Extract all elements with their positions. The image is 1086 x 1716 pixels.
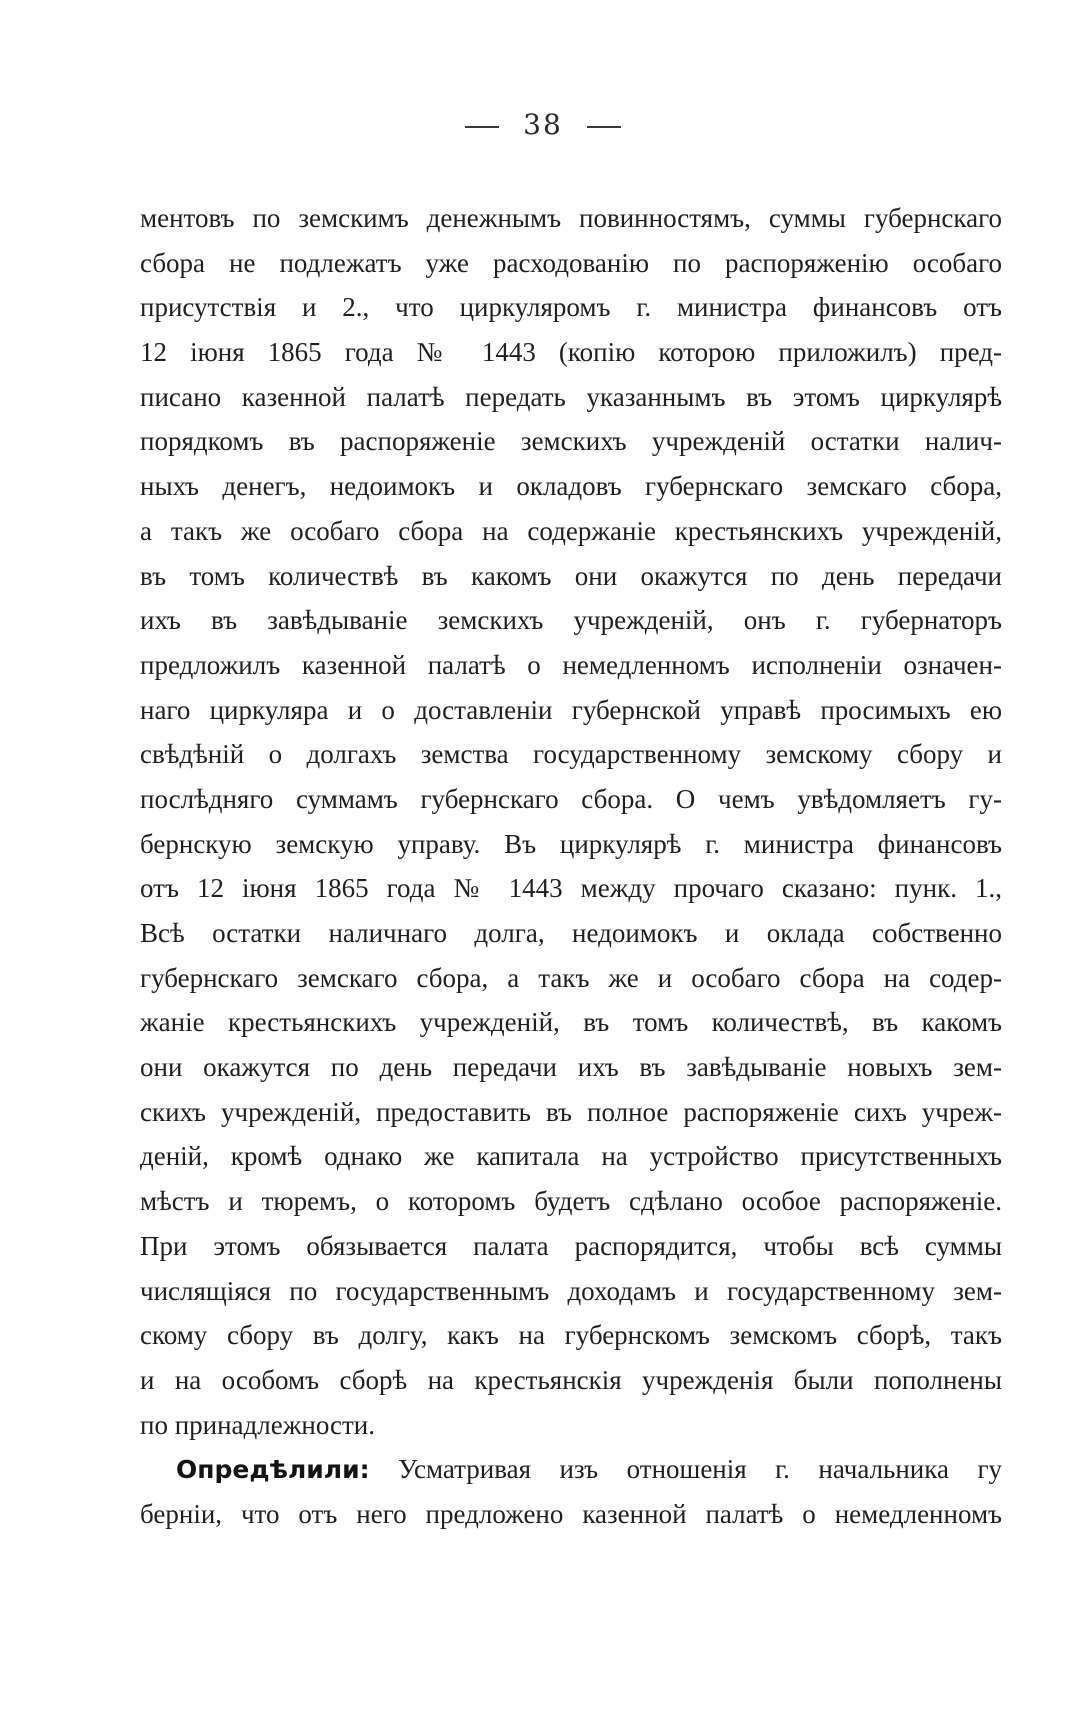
text-line: жаніе крестьянскихъ учрежденій, въ томъ количествѣ, въ какомъ	[140, 1007, 1002, 1038]
page-number: 38	[523, 108, 563, 141]
text-line: писано казенной палатѣ передать указаннымъ въ этомъ циркулярѣ	[140, 381, 1002, 412]
text-line: Всѣ остатки наличнаго долга, недоимокъ и оклада собственно	[140, 918, 1002, 948]
text-line: сбора не подлежатъ уже расходованію по распоряженію особаго	[140, 247, 1002, 278]
text-line: они окажутся по день передачи ихъ въ завѣдываніе новыхъ зем-	[140, 1052, 1002, 1083]
resolution-line	[140, 1447, 1002, 1492]
text-line: въ томъ количествѣ въ какомъ они окажутся по день передачи	[140, 560, 1002, 591]
text-line: отъ 12 іюня 1865 года № 1443 между прочаго сказано: пунк. 1.,	[140, 873, 1002, 904]
text-line: по принадлежности.	[140, 1409, 375, 1440]
text-line: а такъ же особаго сбора на содержаніе крестьянскихъ учрежденій,	[140, 515, 1002, 546]
text-line: При этомъ обязывается палата распорядится, чтобы всѣ суммы	[140, 1230, 1002, 1261]
page-number-header	[0, 108, 1086, 141]
header-dash-left	[465, 126, 499, 128]
text-line: скихъ учрежденій, предоставить въ полное распоряженіе сихъ учреж-	[140, 1096, 1002, 1127]
text-line: 12 іюня 1865 года № 1443 (копію которою приложилъ) пред-	[140, 337, 1002, 368]
resolution-text: Усматривая изъ отношенія г. начальника гу	[398, 1454, 1002, 1485]
header-dash-right	[587, 126, 621, 128]
text-line: присутствія и 2., что циркуляромъ г. министра финансовъ отъ	[140, 292, 1002, 323]
text-line: губернскаго земскаго сбора, а такъ же и особаго сбора на содер-	[140, 962, 1002, 993]
resolution-label: Опредѣлили:	[176, 1455, 370, 1485]
body-text	[140, 196, 1002, 1537]
text-line: числящіяся по государственнымъ доходамъ и государственному зем-	[140, 1275, 1002, 1306]
text-line: ментовъ по земскимъ денежнымъ повинностямъ, суммы губернскаго	[140, 203, 1002, 233]
text-line: и на особомъ сборѣ на крестьянскія учрежденія были пополнены	[140, 1364, 1002, 1395]
text-line: послѣдняго суммамъ губернскаго сбора. О чемъ увѣдомляетъ гу-	[140, 783, 1002, 814]
text-line: скому сбору въ долгу, какъ на губернскомъ земскомъ сборѣ, такъ	[140, 1320, 1002, 1351]
text-line-final: берніи, что отъ него предложено казенной палатѣ о немедленномъ	[140, 1498, 1002, 1529]
text-line: порядкомъ въ распоряженіе земскихъ учрежденій остатки налич-	[140, 426, 1002, 457]
text-line: ныхъ денегъ, недоимокъ и окладовъ губернскаго земскаго сбора,	[140, 471, 1002, 502]
text-line: наго циркуляра и о доставленіи губернской управѣ просимыхъ ею	[140, 694, 1002, 725]
text-line: бернскую земскую управу. Въ циркулярѣ г. министра финансовъ	[140, 828, 1002, 859]
text-line: предложилъ казенной палатѣ о немедленномъ исполненіи означен-	[140, 649, 1002, 680]
text-line: ихъ въ завѣдываніе земскихъ учрежденій, онъ г. губернаторъ	[140, 605, 1002, 636]
text-line: мѣстъ и тюремъ, о которомъ будетъ сдѣлано особое распоряженіе.	[140, 1186, 1002, 1217]
text-line: деній, кромѣ однако же капитала на устройство присутственныхъ	[140, 1141, 1002, 1172]
text-line: свѣдѣній о долгахъ земства государственному земскому сбору и	[140, 739, 1002, 770]
